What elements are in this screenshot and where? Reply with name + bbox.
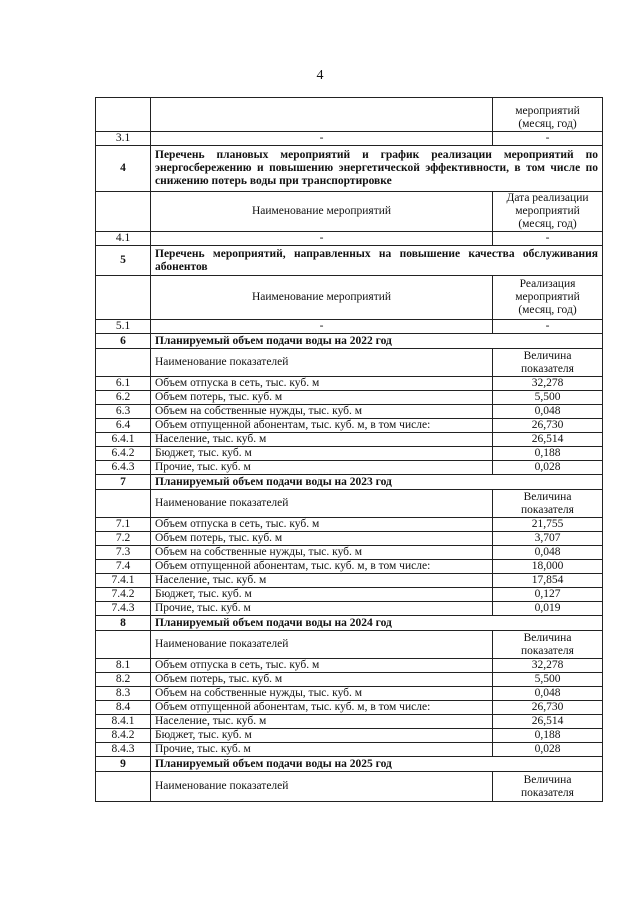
row-value: 0,028 xyxy=(493,743,603,757)
row-value: 0,188 xyxy=(493,447,603,461)
row-value: 26,730 xyxy=(493,701,603,715)
row-number: 6.4 xyxy=(96,419,151,433)
main-table xyxy=(95,97,603,802)
empty-cell xyxy=(96,98,151,132)
row-number: 7.2 xyxy=(96,532,151,546)
table-row xyxy=(96,532,603,546)
column-header-row xyxy=(96,349,603,377)
col-header-name: Наименование показателей xyxy=(151,631,493,659)
row-name: Население, тыс. куб. м xyxy=(151,715,493,729)
row-number: 7.4.2 xyxy=(96,588,151,602)
col-header-value: Величина показателя xyxy=(493,772,603,802)
row-number: 8.4.3 xyxy=(96,743,151,757)
empty-cell xyxy=(96,631,151,659)
empty-cell xyxy=(96,192,151,232)
row-name: - xyxy=(151,232,493,246)
row-value: 18,000 xyxy=(493,560,603,574)
table-row xyxy=(96,588,603,602)
section-title: Планируемый объем подачи воды на 2022 год xyxy=(151,334,603,349)
row-number: 6.4.3 xyxy=(96,461,151,475)
row-value: - xyxy=(493,320,603,334)
row-number: 6.2 xyxy=(96,391,151,405)
row-value: 0,188 xyxy=(493,729,603,743)
row-name: Объем отпущенной абонентам, тыс. куб. м, в том числе: xyxy=(151,560,493,574)
section-title-row xyxy=(96,616,603,631)
table-row xyxy=(96,574,603,588)
table-row xyxy=(96,743,603,757)
row-value: 32,278 xyxy=(493,659,603,673)
row-value: 3,707 xyxy=(493,532,603,546)
row-value: - xyxy=(493,132,603,146)
empty-cell xyxy=(96,276,151,320)
row-number: 6.4.2 xyxy=(96,447,151,461)
row-number: 8.4.1 xyxy=(96,715,151,729)
row-number: 7.4 xyxy=(96,560,151,574)
row-name: Прочие, тыс. куб. м xyxy=(151,461,493,475)
row-name: Объем отпуска в сеть, тыс. куб. м xyxy=(151,659,493,673)
table-row xyxy=(96,687,603,701)
column-header-row xyxy=(96,772,603,802)
row-number: 8.1 xyxy=(96,659,151,673)
section-title-row xyxy=(96,475,603,490)
section-number: 6 xyxy=(96,334,151,349)
col-header-value: Дата реализации мероприятий (месяц, год) xyxy=(493,192,603,232)
table-row xyxy=(96,447,603,461)
section-title-row xyxy=(96,757,603,772)
table-row xyxy=(96,320,603,334)
row-value: 21,755 xyxy=(493,518,603,532)
section-title: Планируемый объем подачи воды на 2023 год xyxy=(151,475,603,490)
row-value: 0,048 xyxy=(493,405,603,419)
row-value: 26,730 xyxy=(493,419,603,433)
table-row xyxy=(96,391,603,405)
table-row xyxy=(96,232,603,246)
row-number: 4.1 xyxy=(96,232,151,246)
column-header-row xyxy=(96,192,603,232)
empty-cell xyxy=(96,349,151,377)
row-value: 26,514 xyxy=(493,433,603,447)
row-number: 7.4.1 xyxy=(96,574,151,588)
row-number: 8.4 xyxy=(96,701,151,715)
row-number: 6.3 xyxy=(96,405,151,419)
row-number: 8.4.2 xyxy=(96,729,151,743)
page-number: 4 xyxy=(316,68,324,83)
section-number: 9 xyxy=(96,757,151,772)
row-value: 0,019 xyxy=(493,602,603,616)
section-title: Перечень мероприятий, направленных на повышение качества обслуживания абонентов xyxy=(151,246,603,276)
table-row xyxy=(96,602,603,616)
col-header-value: Величина показателя xyxy=(493,631,603,659)
empty-cell xyxy=(151,98,493,132)
row-value: 5,500 xyxy=(493,673,603,687)
section-title-row xyxy=(96,146,603,192)
row-name: Объем потерь, тыс. куб. м xyxy=(151,391,493,405)
row-name: Объем отпущенной абонентам, тыс. куб. м, в том числе: xyxy=(151,701,493,715)
row-number: 3.1 xyxy=(96,132,151,146)
col-header-value: Величина показателя xyxy=(493,490,603,518)
table-row xyxy=(96,673,603,687)
row-number: 6.4.1 xyxy=(96,433,151,447)
table-row xyxy=(96,701,603,715)
col-header-date: мероприятий (месяц, год) xyxy=(493,98,603,132)
row-name: Объем на собственные нужды, тыс. куб. м xyxy=(151,687,493,701)
table-row xyxy=(96,405,603,419)
section-title-row xyxy=(96,334,603,349)
row-value: 0,028 xyxy=(493,461,603,475)
col-header-value: Реализация мероприятий (месяц, год) xyxy=(493,276,603,320)
row-name: Объем отпущенной абонентам, тыс. куб. м, в том числе: xyxy=(151,419,493,433)
row-name: - xyxy=(151,132,493,146)
table-row xyxy=(96,715,603,729)
row-value: 0,048 xyxy=(493,687,603,701)
column-header-row xyxy=(96,631,603,659)
row-number: 8.2 xyxy=(96,673,151,687)
col-header-name: Наименование мероприятий xyxy=(151,276,493,320)
section-title: Планируемый объем подачи воды на 2024 год xyxy=(151,616,603,631)
row-name: Прочие, тыс. куб. м xyxy=(151,602,493,616)
row-name: Население, тыс. куб. м xyxy=(151,433,493,447)
column-header-row xyxy=(96,490,603,518)
row-name: Объем на собственные нужды, тыс. куб. м xyxy=(151,546,493,560)
col-header-name: Наименование показателей xyxy=(151,349,493,377)
table-row xyxy=(96,659,603,673)
row-number: 5.1 xyxy=(96,320,151,334)
col-header-value: Величина показателя xyxy=(493,349,603,377)
table-row xyxy=(96,729,603,743)
table-row xyxy=(96,433,603,447)
row-name: Объем на собственные нужды, тыс. куб. м xyxy=(151,405,493,419)
table-row xyxy=(96,560,603,574)
section-number: 4 xyxy=(96,146,151,192)
table-row xyxy=(96,377,603,391)
row-name: Объем потерь, тыс. куб. м xyxy=(151,673,493,687)
row-name: Бюджет, тыс. куб. м xyxy=(151,729,493,743)
row-value: 5,500 xyxy=(493,391,603,405)
table-row xyxy=(96,419,603,433)
column-header-row xyxy=(96,276,603,320)
section-title: Перечень плановых мероприятий и график реализации мероприятий по энергосбережению и повышению энергетической эффективности, в том числе по снижению потерь воды при транспортировке xyxy=(151,146,603,192)
table-row xyxy=(96,132,603,146)
section-title-row xyxy=(96,246,603,276)
row-number: 7.1 xyxy=(96,518,151,532)
empty-cell xyxy=(96,490,151,518)
row-name: Прочие, тыс. куб. м xyxy=(151,743,493,757)
row-name: Объем отпуска в сеть, тыс. куб. м xyxy=(151,518,493,532)
table-row xyxy=(96,518,603,532)
row-value: 0,127 xyxy=(493,588,603,602)
section-number: 7 xyxy=(96,475,151,490)
row-value: - xyxy=(493,232,603,246)
row-number: 7.4.3 xyxy=(96,602,151,616)
header-continuation-row xyxy=(96,98,603,132)
row-name: - xyxy=(151,320,493,334)
empty-cell xyxy=(96,772,151,802)
row-value: 26,514 xyxy=(493,715,603,729)
row-number: 6.1 xyxy=(96,377,151,391)
row-name: Бюджет, тыс. куб. м xyxy=(151,447,493,461)
row-name: Объем потерь, тыс. куб. м xyxy=(151,532,493,546)
col-header-name: Наименование показателей xyxy=(151,490,493,518)
row-number: 8.3 xyxy=(96,687,151,701)
row-value: 17,854 xyxy=(493,574,603,588)
row-name: Население, тыс. куб. м xyxy=(151,574,493,588)
section-number: 5 xyxy=(96,246,151,276)
row-value: 32,278 xyxy=(493,377,603,391)
col-header-name: Наименование показателей xyxy=(151,772,493,802)
col-header-name: Наименование мероприятий xyxy=(151,192,493,232)
table-row xyxy=(96,461,603,475)
table-row xyxy=(96,546,603,560)
row-number: 7.3 xyxy=(96,546,151,560)
row-value: 0,048 xyxy=(493,546,603,560)
section-title: Планируемый объем подачи воды на 2025 год xyxy=(151,757,603,772)
row-name: Бюджет, тыс. куб. м xyxy=(151,588,493,602)
row-name: Объем отпуска в сеть, тыс. куб. м xyxy=(151,377,493,391)
section-number: 8 xyxy=(96,616,151,631)
